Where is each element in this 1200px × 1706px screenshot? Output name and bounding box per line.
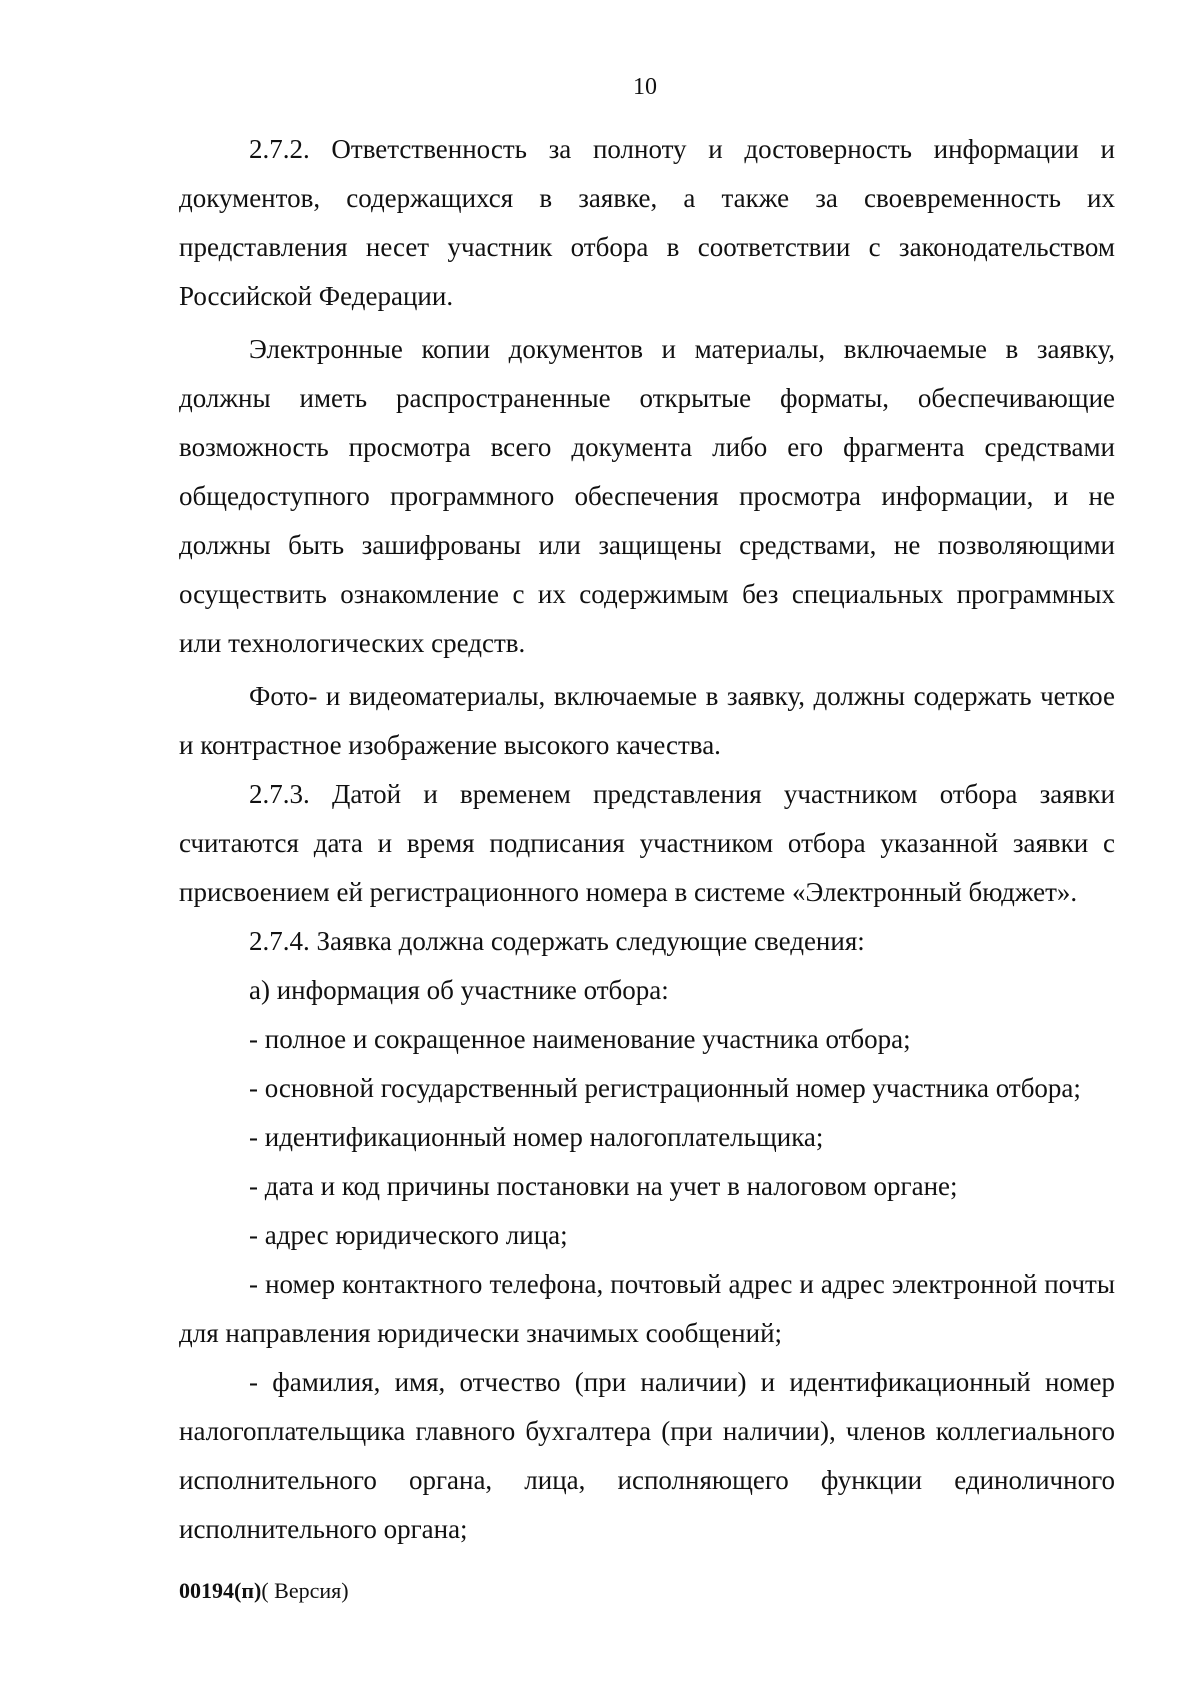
document-footer	[179, 1578, 349, 1604]
list-item-contacts: - номер контактного телефона, почтовый адрес и адрес электронной почты для направления юридически значимых сообщений;	[179, 1269, 1115, 1348]
list-item-tax-registration: - дата и код причины постановки на учет в налоговом органе;	[249, 1171, 958, 1201]
list-item-name: - полное и сокращенное наименование участника отбора;	[249, 1024, 911, 1054]
list-item-officers: - фамилия, имя, отчество (при наличии) и идентификационный номер налогоплательщика главного бухгалтера (при наличии), членов коллегиального исполнительного органа, лица, исполняющего функции единоличного исполнительного органа;	[179, 1367, 1115, 1544]
list-item-legal-address: - адрес юридического лица;	[249, 1220, 568, 1250]
document-version-label: ( Версия)	[261, 1578, 349, 1603]
page-number: 10	[633, 74, 657, 100]
paragraph-electronic-copies: Электронные копии документов и материалы, включаемые в заявку, должны иметь распространенные открытые форматы, обеспечивающие возможность просмотра всего документа либо его фрагмента средствами общедоступного программного обеспечения просмотра информации, и не должны быть зашифрованы или защищены средствами, не позволяющими осуществить ознакомление с их содержимым без специальных программных или технологических средств.	[179, 334, 1115, 658]
paragraph-2-7-2: 2.7.2. Ответственность за полноту и достоверность информации и документов, содержащихся в заявке, а также за своевременность их представления несет участник отбора в соответствии с законодательством Российской Федерации.	[179, 134, 1115, 311]
list-item-ogrn: - основной государственный регистрационный номер участника отбора;	[249, 1073, 1081, 1103]
paragraph-2-7-4: 2.7.4. Заявка должна содержать следующие сведения:	[249, 926, 865, 956]
document-code: 00194(п)	[179, 1578, 262, 1603]
paragraph-photo-video: Фото- и видеоматериалы, включаемые в заявку, должны содержать четкое и контрастное изображение высокого качества.	[179, 681, 1115, 760]
paragraph-participant-info: а) информация об участнике отбора:	[249, 975, 669, 1005]
list-item-inn: - идентификационный номер налогоплательщика;	[249, 1122, 824, 1152]
paragraph-2-7-3: 2.7.3. Датой и временем представления участником отбора заявки считаются дата и время подписания участником отбора указанной заявки с присвоением ей регистрационного номера в системе «Электронный бюджет».	[179, 779, 1115, 907]
document-body	[179, 125, 1115, 1554]
